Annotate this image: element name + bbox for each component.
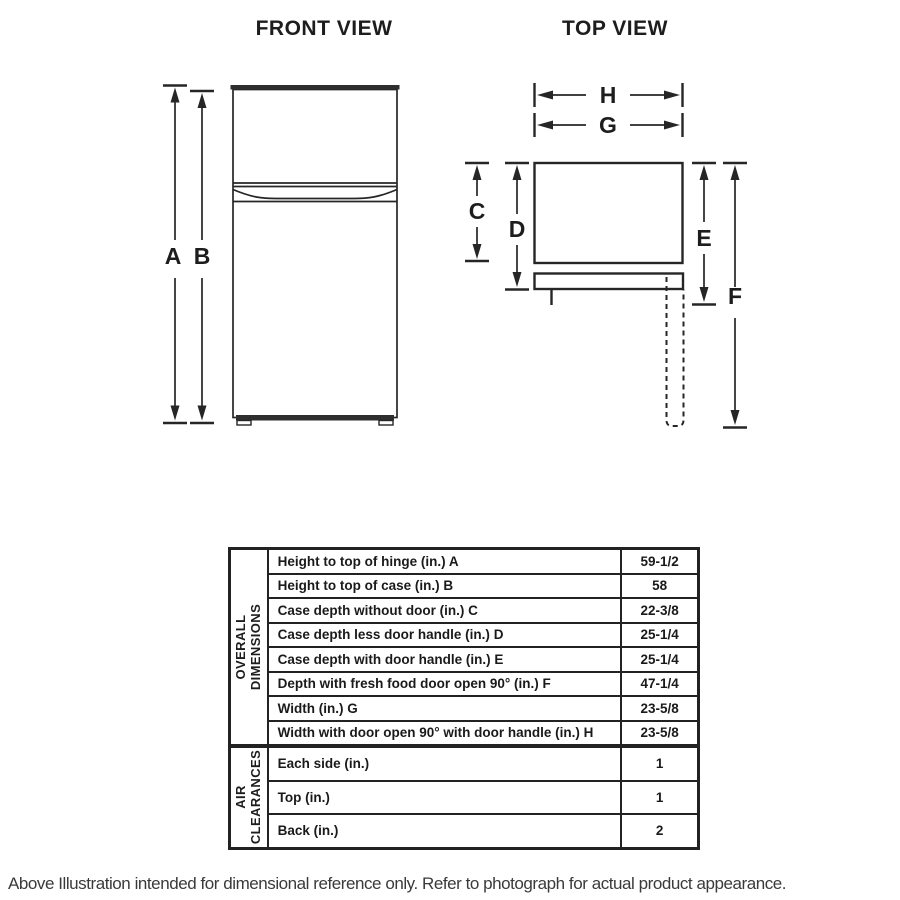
footer-note: Above Illustration intended for dimensional reference only. Refer to photograph for actual product appearance. <box>8 874 787 893</box>
row-value: 1 <box>621 781 698 815</box>
row-value: 23-5/8 <box>621 721 698 747</box>
dim-arrow-a <box>163 86 187 424</box>
row-label: Width with door open 90° with door handle (in.) H <box>268 721 622 747</box>
table-row <box>230 814 699 848</box>
row-label: Each side (in.) <box>268 746 622 781</box>
fridge-top-outline <box>535 163 684 426</box>
table-row <box>230 672 699 697</box>
dim-label-d: D <box>508 216 526 242</box>
section-header-overall-dimensions: OVERALL DIMENSIONS <box>230 549 268 747</box>
table-row <box>230 721 699 747</box>
table-row <box>230 696 699 721</box>
dim-arrow-h <box>535 82 683 108</box>
dim-label-g: G <box>599 112 617 138</box>
top-view-title: TOP VIEW <box>562 17 668 40</box>
row-label: Back (in.) <box>268 814 622 848</box>
row-value: 25-1/4 <box>621 623 698 648</box>
row-label: Top (in.) <box>268 781 622 815</box>
row-value: 25-1/4 <box>621 647 698 672</box>
dimensions-table <box>228 547 700 850</box>
dim-letter: A <box>448 553 459 569</box>
dim-arrow-b <box>190 91 214 423</box>
dim-letter: C <box>468 602 478 618</box>
row-value: 58 <box>621 574 698 599</box>
row-value: 23-5/8 <box>621 696 698 721</box>
dim-arrow-f <box>723 163 747 428</box>
dim-label-b: B <box>193 243 211 269</box>
row-label: Case depth without door (in.) C <box>268 598 622 623</box>
dim-label-e: E <box>696 225 712 251</box>
table-row <box>230 623 699 648</box>
row-label: Height to top of hinge (in.) A <box>268 549 622 574</box>
row-value: 59-1/2 <box>621 549 698 574</box>
dim-arrow-g <box>535 112 683 138</box>
dim-label-h: H <box>599 82 617 108</box>
table-row <box>230 574 699 599</box>
row-label: Case depth less door handle (in.) D <box>268 623 622 648</box>
dim-arrow-c <box>465 163 489 261</box>
dim-letter: H <box>583 725 594 741</box>
row-value: 1 <box>621 746 698 781</box>
dim-letter: E <box>494 651 504 667</box>
dim-arrow-e <box>692 163 716 305</box>
door-open-dashed-outline <box>667 277 684 426</box>
dim-letter: F <box>542 676 551 692</box>
row-value: 2 <box>621 814 698 848</box>
dim-arrow-d <box>505 163 529 290</box>
table-row <box>230 647 699 672</box>
dim-label-c: C <box>468 198 486 224</box>
section-header-air-clearances: AIR CLEARANCES <box>230 746 268 848</box>
dim-letter: D <box>493 627 504 643</box>
table-row <box>230 598 699 623</box>
table-row <box>230 781 699 815</box>
front-view-title: FRONT VIEW <box>255 17 393 40</box>
dim-letter: G <box>347 700 358 716</box>
row-label: Width (in.) G <box>268 696 622 721</box>
row-value: 22-3/8 <box>621 598 698 623</box>
fridge-front-outline <box>231 85 400 425</box>
dim-letter: B <box>443 578 454 594</box>
row-value: 47-1/4 <box>621 672 698 697</box>
row-label: Case depth with door handle (in.) E <box>268 647 622 672</box>
table-row <box>230 549 699 574</box>
dim-label-a: A <box>164 243 182 269</box>
row-label: Depth with fresh food door open 90° (in.) F <box>268 672 622 697</box>
dim-label-f: F <box>727 283 743 309</box>
table-row <box>230 746 699 781</box>
row-label: Height to top of case (in.) B <box>268 574 622 599</box>
